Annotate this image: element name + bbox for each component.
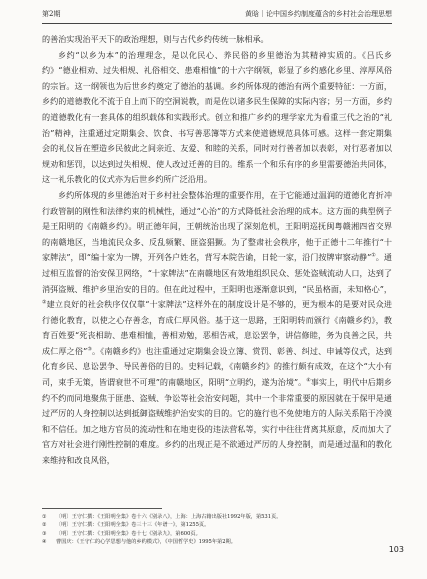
running-header — [42, 6, 392, 22]
footnote-text: 〔明〕王守仁撰：《王阳明全集》卷十六《别录八》，上海：上海古籍出版社1992年版，第531页。 — [56, 514, 282, 520]
footnote — [42, 513, 392, 521]
paragraph-text: 建立良好的社会秩序仅仅靠“十家牌法”这样外在的制度设计是不够的，更为根本的是要对民众进行德化教育，以使之心存善念，育成仁厚风俗。基于这一思路，王阳明转而颁行《南赣乡约》，教育百姓要“死丧相助、患难相恤，善相劝勉，恶相告戒，息讼罢争，讲信修睦，务为良善之民，共成仁厚之俗” — [42, 299, 392, 356]
paragraph — [42, 188, 392, 469]
page-number: 103 — [388, 545, 404, 554]
paragraph — [42, 48, 392, 188]
footnote-mark: ① — [42, 514, 47, 520]
paragraph-text: 的善治实现治平天下的政治理想，则与古代乡约传统一脉相承。 — [42, 34, 269, 44]
footnote-mark: ② — [42, 522, 47, 529]
paragraph-text: 。通过相互监督的治安保卫网络，“十家牌法”在南赣地区有效地组织民众、惩处盗贼流动人口，达到了消弭盗贼、维护乡里治安的目的。但在此过程中，王阳明也逐渐意识到，“民虽格面，未知格心”， — [42, 252, 392, 294]
footnote — [42, 538, 392, 546]
paragraph-text: 事实上，明代中后期乡约不约而同地聚焦于匪患、盗贼、争讼等社会治安问题，其中一个非常重要的原因就在于保甲是通过严厉的人身控制以达到抵御盗贼维护治安实的目的。它的施行也不免使地方的人际关系陷于冷漠和不信任。加之地方官员的流动性和在地吏役的违法营私等，实行中往往背离其原意，反而加大了官方对社会进行刚性控制的难度。乡约的出现正是不欲通过严厉的人身控制，而是通过温和的教化来维持和改良风俗， — [42, 377, 392, 466]
footnote-ref: ③ — [87, 346, 92, 353]
footnote-text: 〔明〕王守仁撰：《王阳明全集》卷三十三《年谱一》，第1255页。 — [56, 522, 210, 529]
article-title-header: 黄晗｜论中国乡约制度蕴含的乡村社会治理思想 — [245, 10, 392, 18]
footnote-text: 曹国庆：《王守仁的心学思想与他的乡约模式》，《中国哲学史》1995年第2期。 — [56, 538, 236, 545]
footnote-ref: ① — [371, 252, 376, 259]
paragraph-text: 。《南赣乡约》也注重通过定期集会设立簿、赏罚、彰善、纠过、申诫等仪式，达到化育乡民、息讼罢争、导民善俗的目的。史料记载，《南赣乡约》的推行颇有成效，在这个“大小有司，束手无策，皆谓衰世不可理”的南赣地区，阳明“立明约，遂为治境”。 — [42, 345, 393, 388]
paragraph-text: 乡约“以乡为本”的治理理念，是以化民心、养民俗的乡里德治为其精神实质的。《吕氏乡约》“德业相劝、过失相规、礼俗相交、患难相恤”的十六字纲领，彰显了乡约感化乡里、淳厚风俗的宗旨。这一纲领也为后世乡约奠定了德治的基调。乡约所体现的德治有两个重要特征：一方面，乡约的道德教化不流于自上而下的空洞说教，而是佐以诸多民生保障的实际内容；另一方面，乡约的道德教化有一套具体的组织载体和实践形式。创立和推广乡约的理学家尤为看重三代之治的“礼治”精神，注重通过定期集会、饮食、书写善恶簿等方式来使道德规范具体可感。这样一套定期集会的礼仪旨在塑造乡民彼此之间亲近、友爱、和睦的关系，同时对行善者加以表彰，对行恶者加以规劝和惩罚，以达到过失相规、使人改过迁善的目的。维系一个和乐有序的乡里需要德治共同体，这一礼乐教化的仪式亦为后世乡约所广泛沿用。 — [42, 49, 392, 185]
footnote-ref: ④ — [306, 377, 311, 384]
footnote — [42, 530, 392, 538]
footnotes — [42, 513, 392, 546]
paragraph — [42, 32, 392, 48]
header-rule — [42, 23, 392, 24]
footnote-mark: ③ — [42, 530, 47, 537]
footnote-text: 〔明〕王守仁撰：《王阳明全集》卷十七《别录九》，第600页。 — [56, 530, 201, 537]
footnote — [42, 521, 392, 529]
footnote-mark: ④ — [42, 538, 47, 545]
footnote-rule — [42, 508, 162, 509]
body-text — [42, 32, 392, 469]
footnote-ref: ② — [42, 299, 47, 306]
issue-label: 第2期 — [42, 10, 61, 18]
paragraph-text: 乡约所体现的乡里德治对于乡村社会整体治理的重要作用，在于它能通过温润的道德化育折冲行政管制的刚性和法律约束的机械性，通过“心治”的方式降低社会治理的成本。这方面的典型例子是王阳明的《南赣乡约》。明正德年间，王朝统治出现了深刻危机，王阳明巡抚闽粤赣湘四省交界的南赣地区，当地流民众多、反乱频繁、匪盗猖獗。为了整肃社会秩序，他于正德十二年推行“十家牌法”，即“编十家为一牌，开列各户姓名，背写本院告谕，日轮一家，沿门按牌审察动静” — [42, 189, 392, 263]
